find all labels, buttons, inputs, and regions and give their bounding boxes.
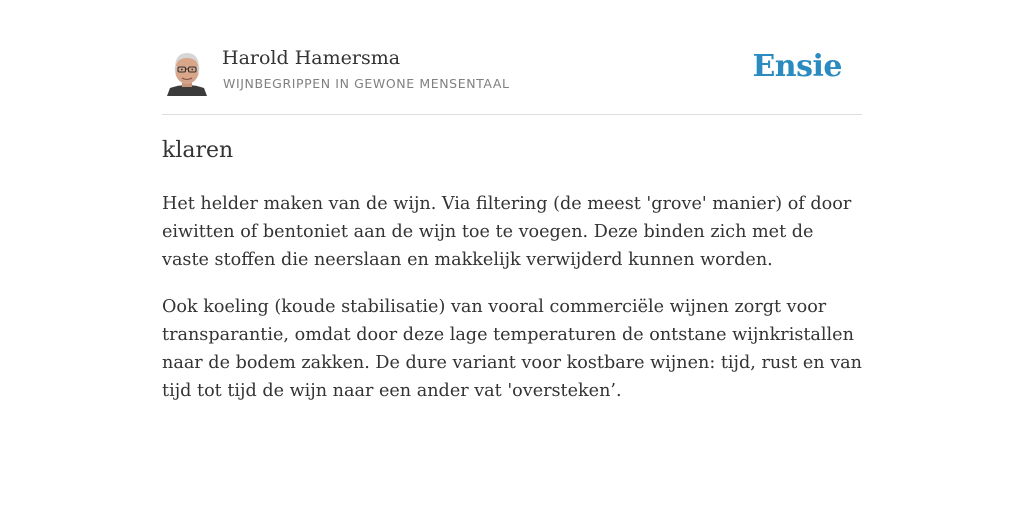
entry-definition <box>162 190 862 424</box>
page <box>162 0 862 512</box>
author-name[interactable]: Harold Hamersma <box>222 47 401 69</box>
author-avatar-icon[interactable] <box>167 48 207 96</box>
definition-paragraph: Het helder maken van de wijn. Via filtering (de meest 'grove' manier) of door eiwitten of bentoniet aan de wijn toe te voegen. Deze binden zich met de vaste stoffen die neerslaan en makkelijk verwijderd kunnen worden. <box>162 194 852 270</box>
entry-term: klaren <box>162 138 234 163</box>
brand-logo[interactable]: Ensie <box>752 49 842 84</box>
header <box>162 44 862 115</box>
author-subtitle: WIJNBEGRIPPEN IN GEWONE MENSENTAAL <box>223 76 510 91</box>
definition-paragraph: Ook koeling (koude stabilisatie) van vooral commerciële wijnen zorgt voor transparantie, omdat door deze lage temperaturen de ontstane wijnkristallen naar de bodem zakken. De dure variant voor kostbare wijnen: tijd, rust en van tijd tot tijd de wijn naar een ander vat 'oversteken’. <box>162 297 862 401</box>
